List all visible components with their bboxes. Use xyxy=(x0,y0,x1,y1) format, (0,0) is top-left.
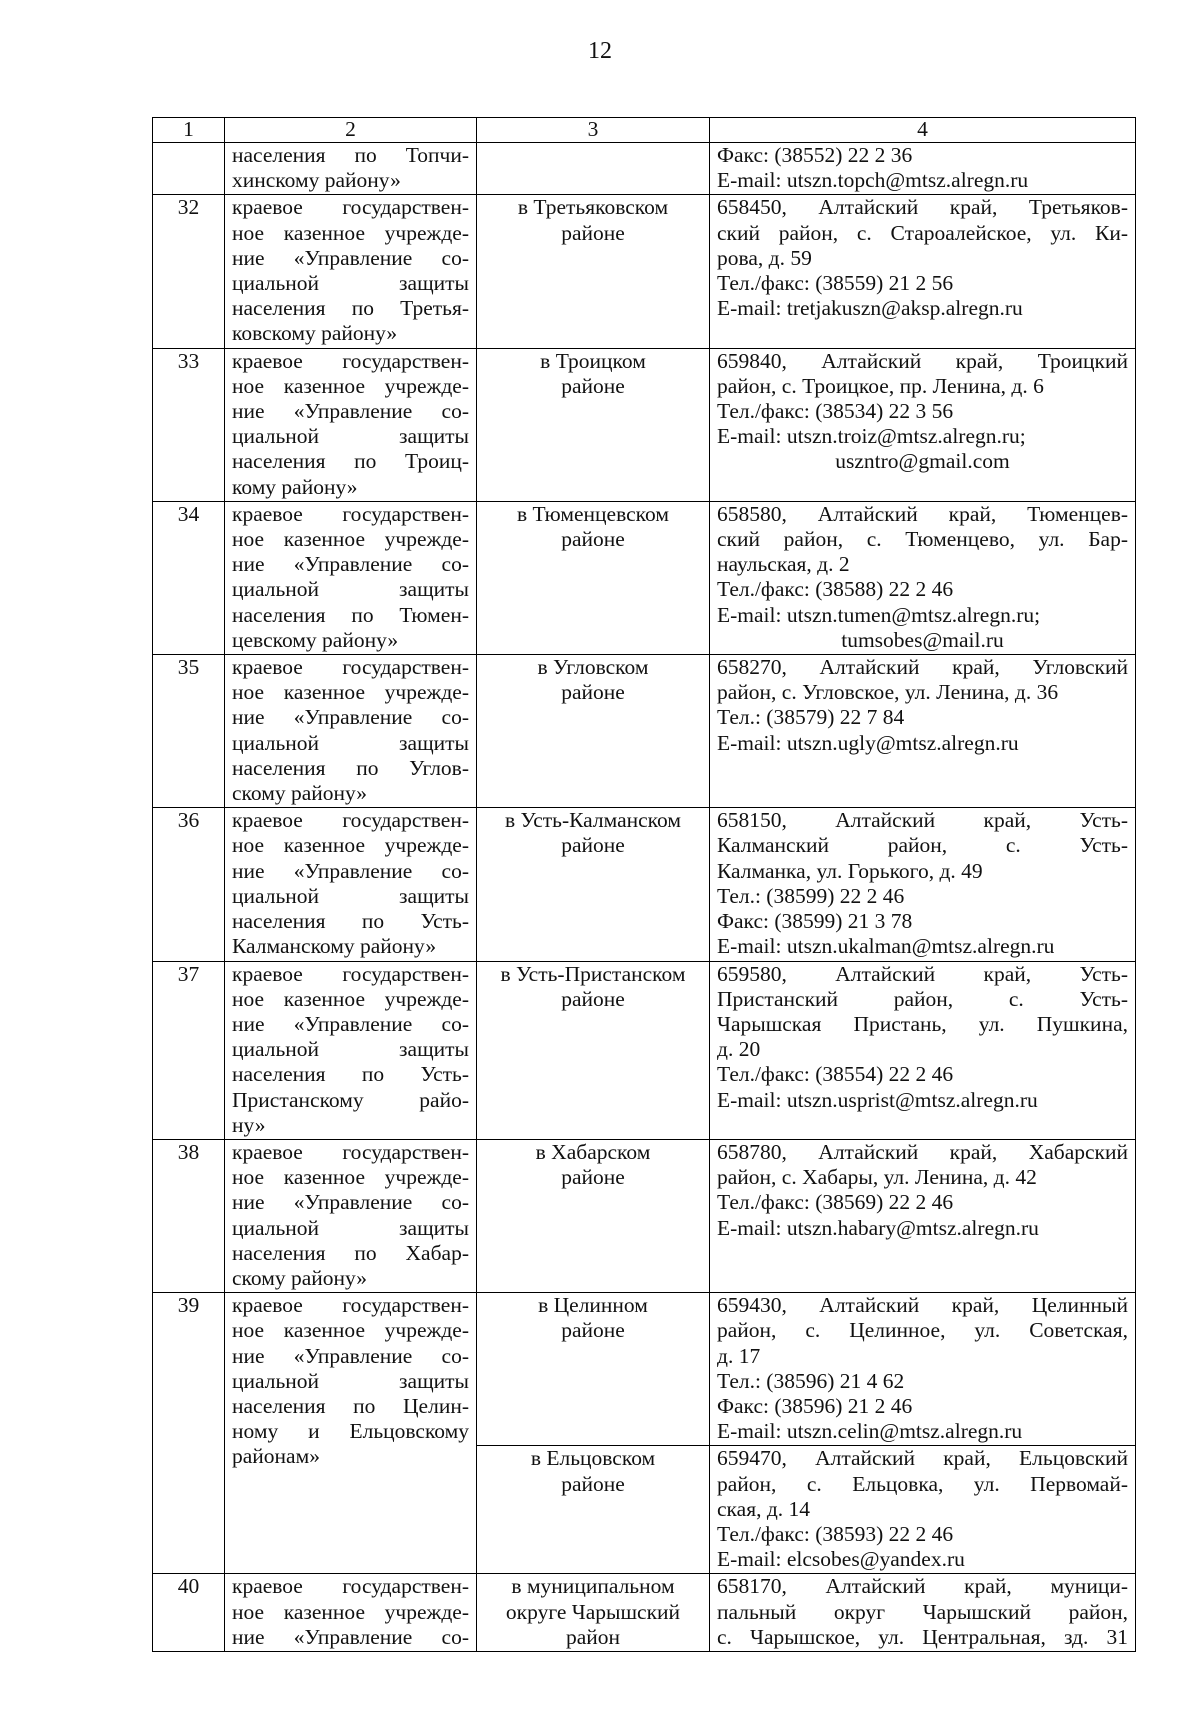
cell-line: ние «Управление со- xyxy=(232,1011,469,1036)
column-header-2: 2 xyxy=(225,118,477,143)
cell-line: населения по Топчи- xyxy=(232,143,469,167)
table-row xyxy=(153,808,1136,961)
cell-line: районе xyxy=(561,1165,625,1190)
column-header-4: 4 xyxy=(710,118,1136,143)
cell-line: в Ельцовском xyxy=(530,1446,656,1471)
table-row xyxy=(153,348,1136,501)
cell-line: районе xyxy=(561,680,625,705)
district-name xyxy=(477,195,710,348)
cell-line: Калманка, ул. Горького, д. 49 xyxy=(717,858,983,883)
contact-info xyxy=(710,1446,1136,1574)
institutions-table xyxy=(152,117,1136,1652)
institution-name xyxy=(225,348,477,501)
cell-line: цевскому району» xyxy=(232,627,399,652)
cell-line: ное казенное учрежде- xyxy=(232,680,469,705)
cell-line: Пристанскому райо- xyxy=(232,1087,469,1112)
institution-name xyxy=(225,501,477,654)
cell-line: краевое государствен- xyxy=(232,1293,469,1318)
cell-line: ская, д. 14 xyxy=(717,1496,811,1521)
cell-line: краевое государствен- xyxy=(232,655,469,680)
cell-line: Факс: (38599) 21 3 78 xyxy=(717,909,913,934)
cell-line: 658450, Алтайский край, Третьяков- xyxy=(717,195,1128,220)
cell-line: ное казенное учрежде- xyxy=(232,833,469,858)
district-name xyxy=(477,1293,710,1446)
cell-line: 659430, Алтайский край, Целинный xyxy=(717,1293,1128,1318)
contact-info xyxy=(710,961,1136,1139)
cell-line: ное казенное учрежде- xyxy=(232,986,469,1011)
cell-line: округе Чарышский xyxy=(505,1599,681,1624)
cell-line: ние «Управление со- xyxy=(232,705,469,730)
cell-line: в муниципальном xyxy=(511,1574,675,1599)
page-number: 12 xyxy=(588,38,612,64)
contact-info xyxy=(710,1139,1136,1292)
cell-line: 659840, Алтайский край, Троицкий xyxy=(717,348,1128,373)
cell-line: uszntro@gmail.com xyxy=(835,449,1010,474)
institution-name xyxy=(225,1293,477,1574)
cell-line: краевое государствен- xyxy=(232,348,469,373)
cell-line: E-mail: elcsobes@yandex.ru xyxy=(717,1547,965,1572)
cell-line: кому району» xyxy=(232,474,358,499)
cell-line: д. 17 xyxy=(717,1343,761,1368)
cell-line: ну» xyxy=(232,1112,266,1137)
cell-line: районе xyxy=(561,527,625,552)
table-row xyxy=(153,143,1136,195)
cell-line: с. Чарышское, ул. Центральная, зд. 31 xyxy=(717,1624,1128,1649)
cell-line: краевое государствен- xyxy=(232,501,469,526)
cell-line: Тел.: (38599) 22 2 46 xyxy=(717,883,905,908)
contact-info xyxy=(710,808,1136,961)
cell-line: ние «Управление со- xyxy=(232,858,469,883)
cell-line: Факс: (38552) 22 2 36 xyxy=(717,143,913,167)
cell-line: 658150, Алтайский край, Усть- xyxy=(717,808,1128,833)
table-row xyxy=(153,1574,1136,1652)
table-row xyxy=(153,501,1136,654)
column-header-3: 3 xyxy=(477,118,710,143)
cell-line: пальный округ Чарышский район, xyxy=(717,1599,1128,1624)
row-number: 35 xyxy=(153,655,225,808)
row-number: 40 xyxy=(153,1574,225,1652)
cell-line: район, с. Хабары, ул. Ленина, д. 42 xyxy=(717,1165,1037,1190)
cell-line: E-mail: utszn.ukalman@mtsz.alregn.ru xyxy=(717,934,1055,959)
cell-line: 659580, Алтайский край, Усть- xyxy=(717,961,1128,986)
cell-line: ковскому району» xyxy=(232,321,398,346)
cell-line: Тел./факс: (38569) 22 2 46 xyxy=(717,1190,954,1215)
cell-line: наульская, д. 2 xyxy=(717,552,850,577)
institution-name xyxy=(225,143,477,195)
institution-name xyxy=(225,195,477,348)
cell-line: районе xyxy=(561,1318,625,1343)
cell-line: циальной защиты xyxy=(232,883,469,908)
cell-line: в Третьяковском xyxy=(517,195,669,220)
cell-line: краевое государствен- xyxy=(232,195,469,220)
cell-line: Тел./факс: (38559) 21 2 56 xyxy=(717,271,954,296)
cell-line: в Усть-Пристанском xyxy=(500,961,686,986)
cell-line: населения по Целин- xyxy=(232,1393,469,1418)
cell-line: циальной защиты xyxy=(232,1368,469,1393)
institution-name xyxy=(225,1139,477,1292)
cell-line: д. 20 xyxy=(717,1037,761,1062)
cell-line: скому району» xyxy=(232,781,368,806)
cell-line: ное казенное учрежде- xyxy=(232,373,469,398)
cell-line: хинскому району» xyxy=(232,168,401,193)
row-number: 34 xyxy=(153,501,225,654)
header-row xyxy=(153,118,1136,143)
cell-line: циальной защиты xyxy=(232,730,469,755)
cell-line: в Тюменцевском xyxy=(517,501,669,526)
cell-line: Калманский район, с. Усть- xyxy=(717,833,1128,858)
district-name xyxy=(477,1446,710,1574)
cell-line: ние «Управление со- xyxy=(232,245,469,270)
table-body xyxy=(153,118,1136,1652)
cell-line: ное казенное учрежде- xyxy=(232,1165,469,1190)
cell-line: Тел./факс: (38554) 22 2 46 xyxy=(717,1062,954,1087)
column-header-1: 1 xyxy=(153,118,225,143)
contact-info xyxy=(710,348,1136,501)
cell-line: E-mail: utszn.topch@mtsz.alregn.ru xyxy=(717,168,1029,193)
cell-line: ное казенное учрежде- xyxy=(232,1318,469,1343)
cell-line: ние «Управление со- xyxy=(232,1190,469,1215)
cell-line: Тел.: (38596) 21 4 62 xyxy=(717,1368,905,1393)
cell-line: населения по Углов- xyxy=(232,755,469,780)
cell-line: ное казенное учрежде- xyxy=(232,1599,469,1624)
cell-line: районе xyxy=(561,220,625,245)
row-number: 37 xyxy=(153,961,225,1139)
cell-line: E-mail: utszn.habary@mtsz.alregn.ru xyxy=(717,1215,1039,1240)
cell-line: ние «Управление со- xyxy=(232,1343,469,1368)
cell-line: E-mail: utszn.celin@mtsz.alregn.ru xyxy=(717,1419,1023,1444)
cell-line: район, с. Троицкое, пр. Ленина, д. 6 xyxy=(717,373,1044,398)
cell-line: ние «Управление со- xyxy=(232,1624,469,1649)
cell-line: циальной защиты xyxy=(232,1037,469,1062)
district-name xyxy=(477,655,710,808)
cell-line: ное казенное учрежде- xyxy=(232,220,469,245)
cell-line: 658580, Алтайский край, Тюменцев- xyxy=(717,501,1128,526)
row-number: 39 xyxy=(153,1293,225,1574)
table-row xyxy=(153,1293,1136,1446)
institution-name xyxy=(225,961,477,1139)
institution-name xyxy=(225,1574,477,1652)
cell-line: населения по Усть- xyxy=(232,1062,469,1087)
cell-line: район xyxy=(565,1624,621,1649)
cell-line: E-mail: utszn.ugly@mtsz.alregn.ru xyxy=(717,730,1019,755)
cell-line: циальной защиты xyxy=(232,1215,469,1240)
cell-line: районам» xyxy=(232,1444,320,1469)
contact-info xyxy=(710,1293,1136,1446)
cell-line: в Троицком xyxy=(540,348,646,373)
cell-line: ский район, с. Староалейское, ул. Ки- xyxy=(717,220,1128,245)
cell-line: Тел.: (38579) 22 7 84 xyxy=(717,705,905,730)
cell-line: населения по Третья- xyxy=(232,296,469,321)
district-name xyxy=(477,808,710,961)
cell-line: E-mail: tretjakuszn@aksp.alregn.ru xyxy=(717,296,1023,321)
cell-line: E-mail: utszn.troiz@mtsz.alregn.ru; xyxy=(717,424,1026,449)
cell-line: в Угловском xyxy=(537,655,649,680)
table-row xyxy=(153,655,1136,808)
cell-line: в Усть-Калманском xyxy=(505,808,681,833)
contact-info xyxy=(710,143,1136,195)
cell-line: краевое государствен- xyxy=(232,961,469,986)
cell-line: Пристанский район, с. Усть- xyxy=(717,986,1128,1011)
cell-line: краевое государствен- xyxy=(232,1139,469,1164)
contact-info xyxy=(710,501,1136,654)
cell-line: Тел./факс: (38534) 22 3 56 xyxy=(717,399,954,424)
cell-line: E-mail: utszn.usprist@mtsz.alregn.ru xyxy=(717,1087,1038,1112)
district-name xyxy=(477,143,710,195)
cell-line: Тел./факс: (38593) 22 2 46 xyxy=(717,1521,954,1546)
cell-line: в Хабарском xyxy=(535,1139,651,1164)
cell-line: район, с. Угловское, ул. Ленина, д. 36 xyxy=(717,680,1059,705)
row-number: 32 xyxy=(153,195,225,348)
cell-line: рова, д. 59 xyxy=(717,245,812,270)
table-row xyxy=(153,195,1136,348)
contact-info xyxy=(710,1574,1136,1652)
table-row xyxy=(153,961,1136,1139)
cell-line: Чарышская Пристань, ул. Пушкина, xyxy=(717,1011,1128,1036)
cell-line: Калманскому району» xyxy=(232,934,437,959)
cell-line: районе xyxy=(561,1471,625,1496)
institution-name xyxy=(225,808,477,961)
cell-line: циальной защиты xyxy=(232,577,469,602)
cell-line: населения по Троиц- xyxy=(232,449,469,474)
cell-line: ному и Ельцовскому xyxy=(232,1419,469,1444)
cell-line: населения по Усть- xyxy=(232,909,469,934)
cell-line: скому району» xyxy=(232,1265,368,1290)
cell-line: районе xyxy=(561,833,625,858)
row-number xyxy=(153,143,225,195)
cell-line: циальной защиты xyxy=(232,424,469,449)
institution-name xyxy=(225,655,477,808)
cell-line: ский район, с. Тюменцево, ул. Бар- xyxy=(717,527,1128,552)
cell-line: краевое государствен- xyxy=(232,808,469,833)
cell-line: tumsobes@mail.ru xyxy=(841,627,1004,652)
cell-line: населения по Хабар- xyxy=(232,1240,469,1265)
cell-line: 658270, Алтайский край, Угловский xyxy=(717,655,1128,680)
district-name xyxy=(477,1139,710,1292)
cell-line: районе xyxy=(561,986,625,1011)
cell-line: населения по Тюмен- xyxy=(232,602,469,627)
cell-line: E-mail: utszn.tumen@mtsz.alregn.ru; xyxy=(717,602,1041,627)
cell-line: район, с. Целинное, ул. Советская, xyxy=(717,1318,1128,1343)
cell-line: районе xyxy=(561,373,625,398)
row-number: 36 xyxy=(153,808,225,961)
district-name xyxy=(477,1574,710,1652)
cell-line: ние «Управление со- xyxy=(232,552,469,577)
contact-info xyxy=(710,195,1136,348)
cell-line: 658170, Алтайский край, муници- xyxy=(717,1574,1128,1599)
row-number: 33 xyxy=(153,348,225,501)
cell-line: циальной защиты xyxy=(232,271,469,296)
cell-line: район, с. Ельцовка, ул. Первомай- xyxy=(717,1471,1128,1496)
district-name xyxy=(477,348,710,501)
district-name xyxy=(477,501,710,654)
row-number: 38 xyxy=(153,1139,225,1292)
cell-line: Факс: (38596) 21 2 46 xyxy=(717,1393,913,1418)
table-row xyxy=(153,1139,1136,1292)
cell-line: 658780, Алтайский край, Хабарский xyxy=(717,1139,1128,1164)
cell-line: краевое государствен- xyxy=(232,1574,469,1599)
cell-line: ние «Управление со- xyxy=(232,399,469,424)
cell-line: в Целинном xyxy=(538,1293,648,1318)
district-name xyxy=(477,961,710,1139)
cell-line: ное казенное учрежде- xyxy=(232,527,469,552)
contact-info xyxy=(710,655,1136,808)
cell-line: Тел./факс: (38588) 22 2 46 xyxy=(717,577,954,602)
cell-line: 659470, Алтайский край, Ельцовский xyxy=(717,1446,1128,1471)
